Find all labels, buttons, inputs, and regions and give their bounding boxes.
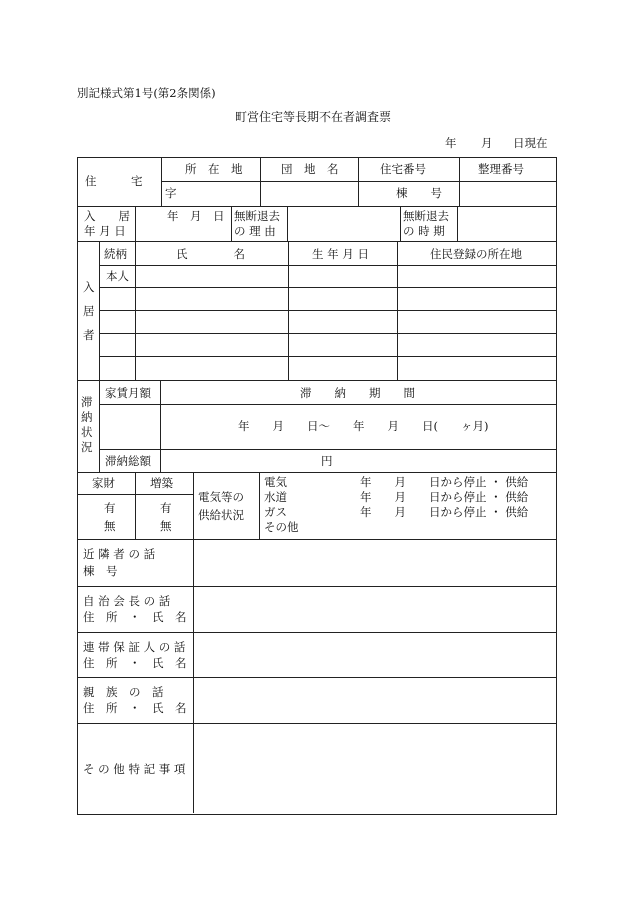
col-house-no: 住宅番号 — [380, 162, 426, 176]
supply-label-1: 電気等の — [198, 490, 244, 504]
move-in-label-2: 年 月 日 — [84, 224, 126, 238]
divider — [193, 539, 194, 813]
resident-self: 本人 — [106, 269, 129, 283]
date-month: 月 — [481, 136, 493, 150]
date-day: 日現在 — [513, 136, 548, 150]
divider — [161, 157, 162, 206]
page-title: 町営住宅等長期不在者調査票 — [235, 110, 392, 124]
divider — [77, 632, 556, 633]
col-birth: 生 年 月 日 — [312, 247, 369, 261]
arrears-period-label: 滞 納 期 間 — [300, 386, 415, 400]
divider — [99, 356, 556, 357]
divider — [457, 206, 458, 241]
divider — [77, 241, 556, 242]
goods-none: 無 — [104, 519, 116, 533]
neighbor-label-1: 近 隣 者 の 話 — [83, 547, 156, 561]
col-relation: 続柄 — [104, 247, 127, 261]
council-label-1: 自 治 会 長 の 話 — [83, 594, 171, 608]
time-label-2: の 時 期 — [403, 224, 445, 238]
divider — [135, 206, 136, 241]
extension-none: 無 — [160, 519, 172, 533]
residents-side-2: 居 — [83, 304, 95, 318]
col-name: 氏 名 — [176, 247, 245, 261]
divider — [77, 539, 556, 540]
total-arrears-label: 滞納総額 — [105, 454, 151, 468]
aza-label: 字 — [165, 186, 177, 200]
divider — [77, 494, 193, 495]
council-label-2: 住 所 ・ 氏 名 — [83, 610, 187, 624]
reason-label-1: 無断退去 — [234, 209, 280, 223]
residents-side-3: 者 — [83, 328, 95, 342]
building-label: 棟 号 — [396, 186, 442, 200]
divider — [77, 677, 556, 678]
rent-label: 家賃月額 — [105, 386, 151, 400]
extension-label: 増築 — [150, 476, 173, 490]
residents-side-1: 入 — [83, 280, 95, 294]
divider — [77, 723, 556, 724]
col-ref-no: 整理番号 — [478, 162, 524, 176]
divider — [99, 265, 556, 266]
arrears-side-1: 滞 — [81, 395, 93, 409]
guarantor-label-2: 住 所 ・ 氏 名 — [83, 656, 187, 670]
extension-has: 有 — [160, 501, 172, 515]
neighbor-label-2: 棟 号 — [83, 564, 118, 578]
divider — [99, 310, 556, 311]
divider — [193, 472, 194, 539]
utility-other: その他 — [264, 520, 299, 534]
divider — [400, 206, 401, 241]
divider — [77, 586, 556, 587]
col-location: 所 在 地 — [185, 162, 243, 176]
divider — [99, 449, 556, 450]
form-reference: 別記様式第1号(第2条関係) — [77, 86, 216, 100]
divider — [358, 157, 359, 206]
total-arrears-unit: 円 — [321, 454, 333, 468]
col-complex: 団 地 名 — [281, 162, 339, 176]
arrears-period-value: 年 月 日～ 年 月 日( ヶ月) — [238, 419, 489, 433]
divider — [459, 157, 460, 206]
remarks-label: そ の 他 特 記 事 項 — [83, 762, 186, 776]
reason-label-2: の 理 由 — [234, 224, 276, 238]
col-address: 住民登録の所在地 — [430, 247, 522, 261]
date-year: 年 — [445, 136, 457, 150]
time-label-1: 無断退去 — [403, 209, 449, 223]
utility-electric: 電気 — [264, 475, 287, 489]
divider — [99, 287, 556, 288]
goods-has: 有 — [104, 501, 116, 515]
divider — [77, 380, 556, 381]
divider — [99, 404, 556, 405]
arrears-side-4: 況 — [81, 440, 93, 454]
arrears-side-3: 状 — [81, 425, 93, 439]
utility-water-status: 年 月 日から停止 ・ 供給 — [360, 490, 529, 504]
utility-gas: ガス — [264, 505, 287, 519]
guarantor-label-1: 連 帯 保 証 人 の 話 — [83, 640, 186, 654]
move-in-label-1: 入 居 — [84, 209, 130, 223]
divider — [160, 380, 161, 472]
divider — [77, 472, 556, 473]
utility-gas-status: 年 月 日から停止 ・ 供給 — [360, 505, 529, 519]
divider — [259, 472, 260, 539]
move-in-date: 年 月 日 — [167, 209, 225, 223]
relative-label-1: 親 族 の 話 — [83, 685, 164, 699]
goods-label: 家財 — [92, 476, 115, 490]
divider — [135, 472, 136, 539]
divider — [77, 206, 556, 207]
divider — [99, 380, 100, 472]
supply-label-2: 供給状況 — [198, 508, 244, 522]
divider — [287, 206, 288, 241]
utility-electric-status: 年 月 日から停止 ・ 供給 — [360, 475, 529, 489]
arrears-side-2: 納 — [81, 410, 93, 424]
housing-label: 住 宅 — [85, 174, 143, 188]
utility-water: 水道 — [264, 490, 287, 504]
divider — [231, 206, 232, 241]
divider — [99, 333, 556, 334]
relative-label-2: 住 所 ・ 氏 名 — [83, 701, 187, 715]
divider — [260, 157, 261, 206]
